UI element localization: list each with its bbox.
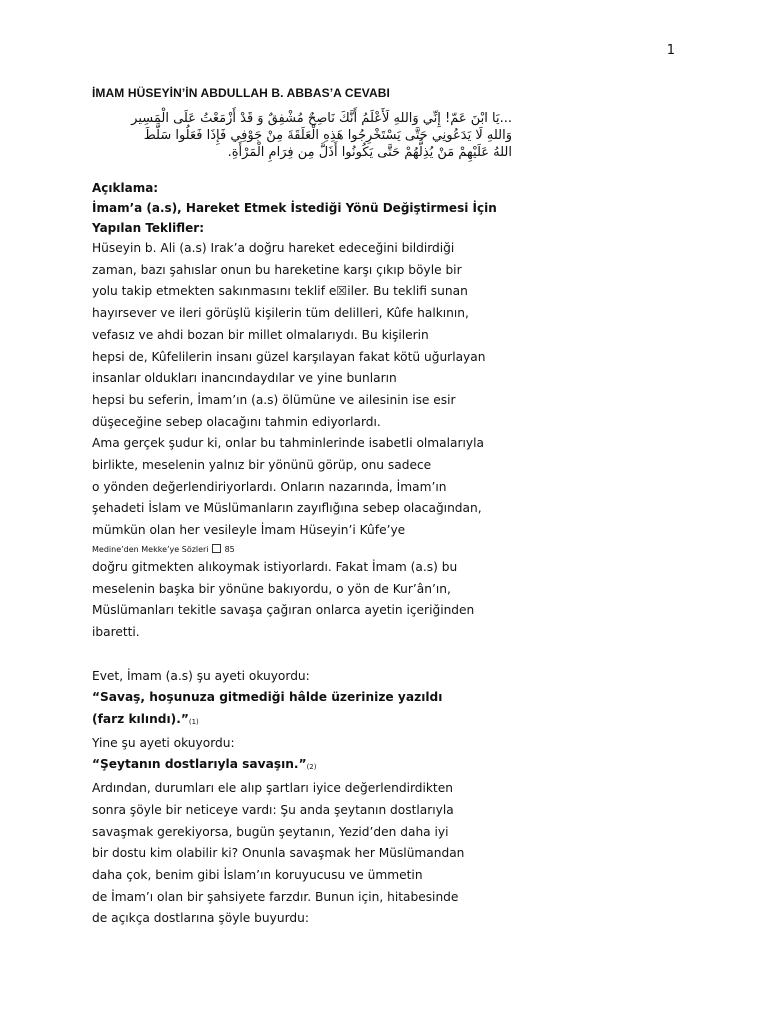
text-line: ibaretti.: [92, 624, 140, 639]
text-line: sonra şöyle bir neticeye vardı: Şu anda şeytanın dostlarıyla: [92, 802, 454, 817]
text-line: düşeceğine sebep olacağını tahmin ediyorlardı.: [92, 414, 381, 429]
arabic-line: وَاللهِ لَا يَدَعُونِي حَتَّى يَسْتَخْرِجُوا هَذِهِ الْعَلَقَةَ مِنْ جَوْفِي فَإِذَا فَعَلُوا سَلَّطَ: [143, 128, 512, 143]
footnote-ref: (2): [306, 763, 317, 772]
text-line: insanlar oldukları inancındaydılar ve yine bunların: [92, 371, 397, 386]
text-line: yolu takip etmekten sakınmasını teklif e☒iler. Bu teklifi sunan: [92, 284, 468, 299]
text-line: Evet, İmam (a.s) şu ayeti okuyordu:: [92, 668, 310, 683]
text-line: Ama gerçek şudur ki, onlar bu tahminlerinde isabetli olmalarıyla: [92, 436, 484, 451]
footer-label: Medine’den Mekke’ye Sözleri: [92, 544, 209, 554]
running-footer: [92, 543, 532, 557]
paragraph-2: [92, 557, 532, 644]
paragraph-gap: [92, 644, 532, 666]
arabic-quote: [92, 110, 512, 161]
text-line: hayırsever ve ileri görüşlü kişilerin tüm delilleri, Kûfe halkının,: [92, 306, 469, 321]
text-line: Ardından, durumları ele alıp şartları iyice değerlendirdikten: [92, 781, 453, 796]
text-line: zaman, bazı şahıslar onun bu hareketine karşı çıkıp böyle bir: [92, 262, 462, 277]
quote-line: “Savaş, hoşunuza gitmediği hâlde üzerinize yazıldı: [92, 690, 443, 705]
page-number: 1: [666, 43, 675, 58]
text-line: mümkün olan her vesileyle İmam Hüseyin’i Kûfe’ye: [92, 523, 406, 538]
text-line: birlikte, meselenin yalnız bir yönünü görüp, onu sadece: [92, 458, 432, 473]
footnote-ref: (1): [188, 718, 199, 727]
text-line: Hüseyin b. Ali (a.s) Irak’a doğru hareket edeceğini bildirdiği: [92, 241, 455, 255]
text-line: meselenin başka bir yönüne bakıyordu, o yön de Kur’ân’ın,: [92, 581, 451, 596]
text-line: hepsi de, Kûfelilerin insanı güzel karşılayan fakat kötü uğurlayan: [92, 349, 486, 364]
text-line: de açıkça dostlarına şöyle buyurdu:: [92, 911, 309, 926]
section-heading: [92, 178, 532, 238]
heading-line: Açıklama:: [92, 181, 159, 195]
arabic-line: ...يَا ابْنَ عَمّ! إِنِّي وَاللهِ لَأَعْلَمُ أَنَّكَ نَاصِحٌ مُشْفِقٌ وَ قَدْ أَزْمَعْتُ عَلَى الْمَسِير: [131, 111, 512, 126]
text-line: Müslümanları tekitle savaşa çağıran onlarca ayetin içeriğinden: [92, 603, 475, 618]
text-line: şehadeti İslam ve Müslümanların zayıflığına sebep olacağından,: [92, 501, 482, 516]
text-line: vefasız ve ahdi bozan bir millet olmalarıydı. Bu kişilerin: [92, 327, 429, 342]
text-line: bir dostu kim olabilir ki? Onunla savaşmak her Müslümandan: [92, 846, 465, 861]
text-line: de İmam’ı olan bir şahsiyete farzdır. Bunun için, hitabesinde: [92, 889, 459, 904]
paragraph-3: [92, 666, 532, 930]
quote-line-with-ref: [92, 754, 532, 778]
text-line: daha çok, benim gibi İslam’ın koruyucusu ve ümmetin: [92, 867, 423, 882]
heading-line: İmam’a (a.s), Hareket Etmek İstediği Yönü Değiştirmesi İçin: [92, 201, 497, 215]
document-body: [92, 86, 532, 930]
text-line: savaşmak gerekiyorsa, bugün şeytanın, Yezid’den daha iyi: [92, 824, 449, 839]
text-line: Yine şu ayeti okuyordu:: [92, 735, 235, 750]
quote-line-with-ref: [92, 709, 532, 733]
text-line: doğru gitmekten alıkoymak istiyorlardı. Fakat İmam (a.s) bu: [92, 559, 458, 574]
text-line: o yönden değerlendiriyorlardı. Onların nazarında, İmam’ın: [92, 479, 447, 494]
text-line: hepsi bu seferin, İmam’ın (a.s) ölümüne ve ailesinin ise esir: [92, 392, 456, 407]
quote-text: (farz kılındı).”: [92, 712, 189, 727]
heading-line: Yapılan Teklifler:: [92, 221, 205, 235]
arabic-line: اللهُ عَلَيْهِمْ مَنْ يُذِلُّهُمْ حَتَّى يَكُونُوا أَذَلَّ مِن فِرَامِ الْمَرْأَةِ.: [227, 145, 512, 160]
footer-page: 85: [224, 544, 235, 554]
quote-text: “Şeytanın dostlarıyla savaşın.”: [92, 757, 307, 772]
document-title: İMAM HÜSEYİN’İN ABDULLAH B. ABBAS’A CEVABI: [92, 86, 390, 100]
placeholder-box-icon: [212, 544, 221, 553]
paragraph-1: [92, 238, 532, 542]
